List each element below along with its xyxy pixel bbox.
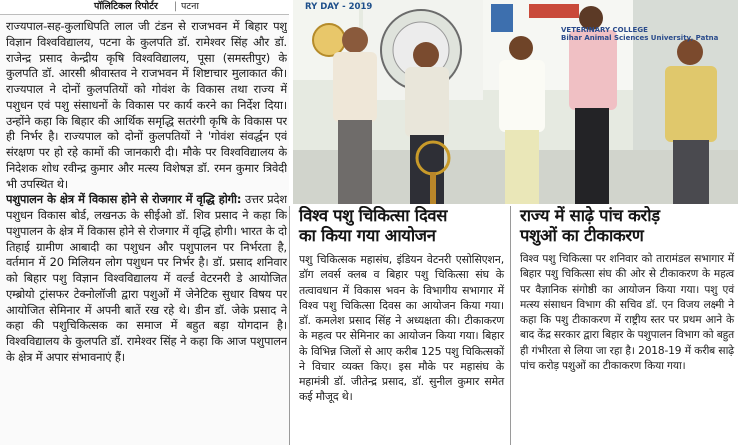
right-headline-line1: राज्य में साढ़े पांच करोड़: [520, 206, 660, 225]
column-divider-right: [510, 206, 511, 445]
right-article-paragraph: विश्व पशु चिकित्सा पर शनिवार को तारामंडल सभागार में बिहार पशु चिकित्सा संघ की ओर से टीकाकरण के महत्व पर वैज्ञानिक संगोष्ठी का आयोजन किया गया। पशु एवं मत्स्य संसाधन विभाग की सचिव डॉ. एन विजय लक्ष्मी ने कहा कि पशु टीकाकरण में राष्ट्रीय स्तर पर प्रथम आने के बाद केंद्र सरकार द्वारा बिहार के पशुपालन विभाग को बहुत ही गंभीरता से लिया जा रहा है। 2018-19 में करीब साढ़े पांच करोड़ पशुओं का टीकाकरण किया गया।: [520, 253, 734, 372]
reporter-byline: पॉलिटिकल रिपोर्टर: [94, 1, 158, 12]
mid-article-paragraph: पशु चिकित्सक महासंघ, इंडियन वेटनरी एसोसिएशन, डॉग लवर्स क्लब व बिहार पशु चिकित्सा संघ के तत्वावधान में विकास भवन के विभागीय सभागार में विश्व पशु चिकित्सा दिवस का आयोजन किया गया। डॉ. कमलेश प्रसाद सिंह ने अध्यक्षता की। टीकाकरण के महत्व पर सेमिनार का आयोजन किया गया। बिहार के विभिन्न जिलों से आए करीब 125 पशु चिकित्सकों ने विचार व्यक्त किए। इस मौके पर महासंघ के महामंत्री डॉ. जीतेन्द्र प्रसाद, डॉ. सुनील कुमार समेत कई मौजूद थे।: [299, 253, 504, 404]
mid-article-body: [299, 252, 504, 405]
photo-banner-college-line2: Bihar Animal Sciences University, Patna: [561, 34, 719, 42]
left-article-subhead: पशुपालन के क्षेत्र में विकास होने से रोजगार में वृद्धि होगी:: [6, 192, 242, 207]
right-article: [514, 206, 738, 445]
byline-separator: |: [174, 1, 178, 12]
mid-headline-line2: का किया गया आयोजन: [299, 226, 436, 245]
left-article-subhead-paragraph: [6, 192, 287, 365]
right-article-headline: [520, 206, 738, 246]
dateline-city: पटना: [181, 1, 199, 12]
mid-headline-line1: विश्व पशु चिकित्सा दिवस: [299, 206, 448, 225]
left-article-subhead-text: उत्तर प्रदेश पशुधन विकास बोर्ड, लखनऊ के सीईओ डॉ. शिव प्रसाद ने कहा कि पशुपालन के क्षेत्र में विकास होने से रोजगार में वृद्धि होगी। भारत के दो तिहाई ग्रामीण आबादी का पशुधन और पशुपालन पर निर्भरता है, वर्तमान में 20 मिलियन लोग पशुधन पर निर्भर है। डॉ. प्रसाद शनिवार को बिहार पशु विज्ञान विश्वविद्यालय में वर्ल्ड वेटरनरी डे आयोजित एम्ब्रोयो ट्रांसफर टेक्नोलॉजी द्वारा पशुओं में जेनेटिक सुधार विषय पर आयोजित सेमिनार में अपनी बातें रख रहे थे। डीन डॉ. जेके प्रसाद ने कहा की पशुचिकित्सक का समाज में बहुत बड़ा योगदान है।विश्वविद्यालय के कुलपति डॉ. रामेश्वर सिंह ने कहा कि आज पशुपालन के क्षेत्र में अपार संभावनाएं हैं।: [6, 192, 287, 364]
byline-bar: [0, 0, 289, 15]
column-divider-left: [289, 206, 290, 445]
event-photo: [293, 0, 738, 204]
mid-article: [293, 206, 508, 445]
right-article-body: [520, 252, 734, 374]
left-article-body: [6, 19, 287, 445]
photo-banner-college-text: [561, 26, 718, 42]
left-article-paragraph: राज्यपाल-सह-कुलाधिपति लाल जी टंडन से राजभवन में बिहार पशु विज्ञान विश्वविद्यालय, पटना के कुलपति डॉ. रामेश्वर सिंह और डॉ. राजेन्द्र प्रसाद केन्द्रीय कृषि विश्वविद्यालय, पूसा (समस्तीपुर) के कुलपति डॉ. आरसी श्रीवास्तव ने राजभवन में शिष्टाचार मुलाकात की। राज्यपाल ने दोनों कुलपतियों को गोवंश के विकास तथा राज्य में पशुधन एवं पशु संसाधनों के विकास पर कार्य करने का निर्देश दिया। उन्होंने कहा कि बिहार की आर्थिक समृद्धि सतरंगी कृषि के विकास पर ही निर्भर है। राज्यपाल को दोनों कुलपतियों ने 'गोवंश संवर्द्धन एवं संरक्षण पर हो रहे कामों की जानकारी दी। मौके पर विश्वविद्यालय के निदेशक शोध रवीन्द्र कुमार और मत्स्य विशेषज्ञ डॉ. रमन कुमार त्रिवेदी भी उपस्थित थे।: [6, 19, 287, 191]
left-article-column: [0, 0, 289, 445]
mid-article-headline: [299, 206, 508, 246]
right-headline-line2: पशुओं का टीकाकरण: [520, 226, 644, 245]
photo-banner-date-text: RY DAY - 2019: [305, 2, 373, 12]
photo-banner-college-line1: VETERINARY COLLEGE: [561, 26, 648, 34]
